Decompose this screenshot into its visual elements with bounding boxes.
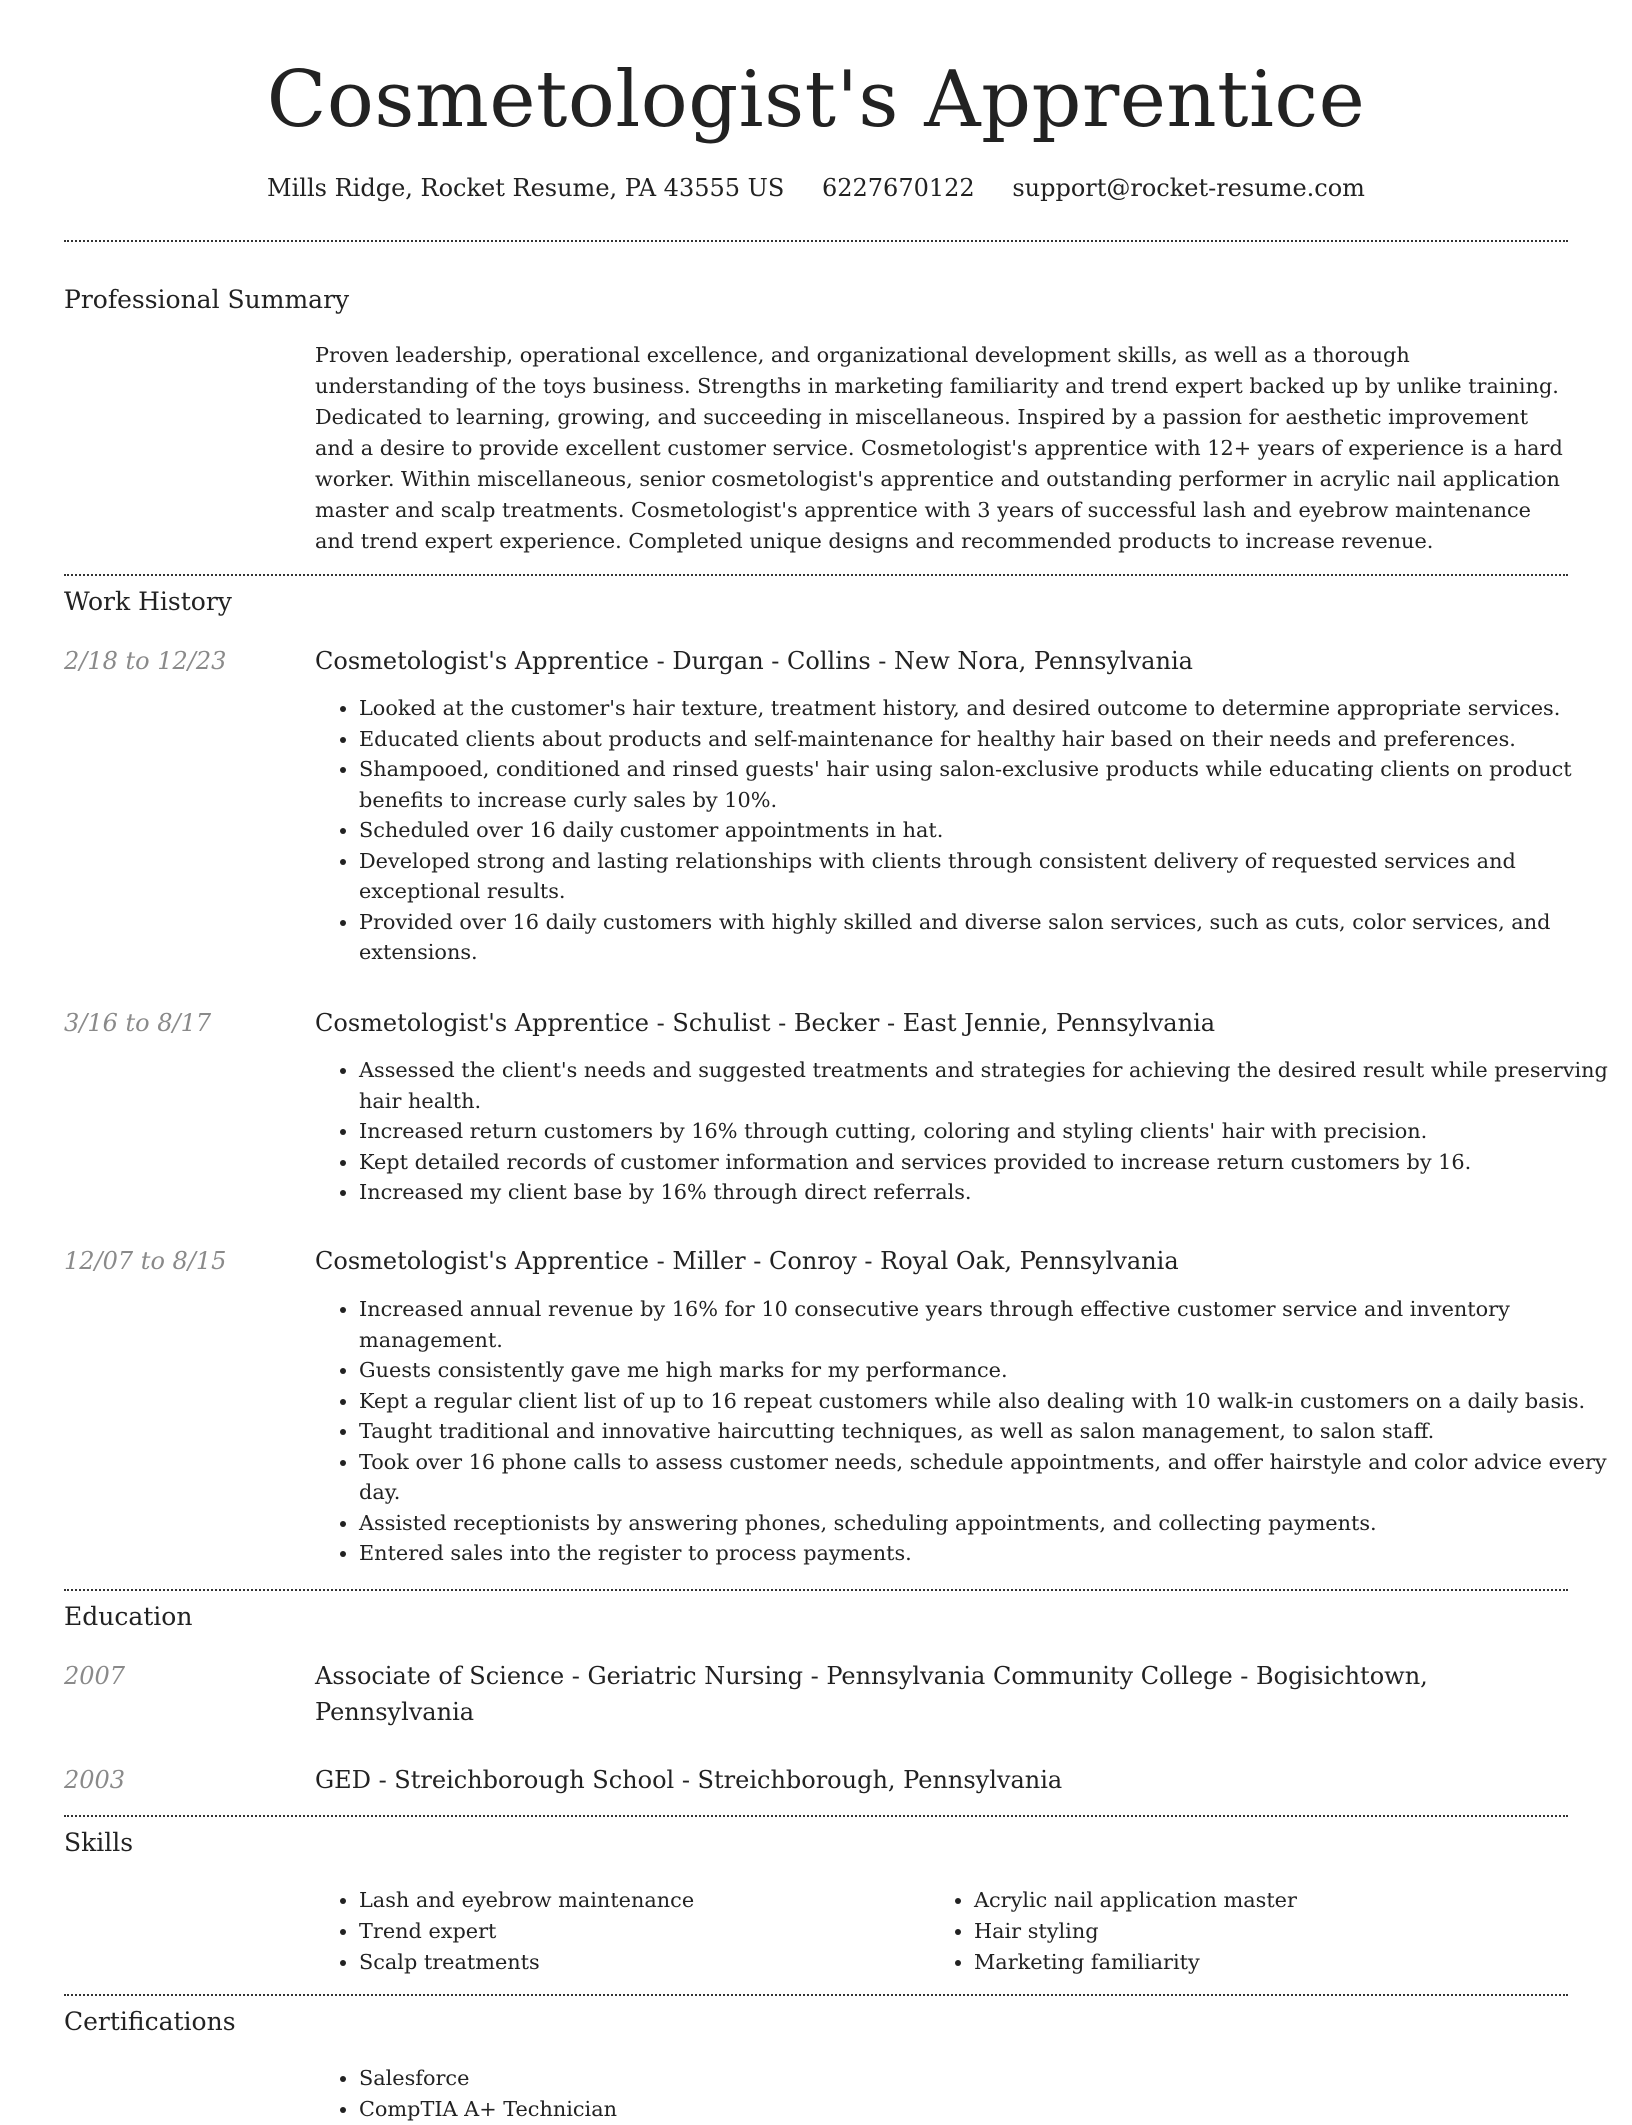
education-year: 2003 [64, 1766, 126, 1794]
job-heading: Cosmetologist's Apprentice - Schulist - Becker - East Jennie, Pennsylvania [315, 1009, 1216, 1037]
education-heading: GED - Streichborough School - Streichborough, Pennsylvania [315, 1766, 1063, 1794]
job-bullet: • Provided over 16 daily customers with highly skilled and diverse salon services, such as cuts, color services, and extensions. [359, 907, 1612, 968]
job-heading: Cosmetologist's Apprentice - Miller - Conroy - Royal Oak, Pennsylvania [315, 1247, 1179, 1275]
section-title-education: Education [64, 1602, 193, 1631]
candidate-name: Cosmetologist's Apprentice [266, 55, 1366, 145]
skills-list-right [930, 1885, 1594, 1978]
divider [64, 574, 1568, 576]
job-bullet: • Shampooed, conditioned and rinsed guests' hair using salon-exclusive products while educating clients on product benefits to increase curly sales by 10%. [359, 754, 1612, 815]
section-title-summary: Professional Summary [64, 285, 350, 314]
skill-item: • Trend expert [359, 1916, 959, 1947]
job-bullets [315, 693, 1612, 968]
job-bullet: • Developed strong and lasting relationships with clients through consistent delivery of requested services and exceptional results. [359, 846, 1612, 907]
contact-line [0, 170, 1632, 206]
job-heading: Cosmetologist's Apprentice - Durgan - Collins - New Nora, Pennsylvania [315, 647, 1193, 675]
job-bullet: • Educated clients about products and self-maintenance for healthy hair based on their needs and preferences. [359, 724, 1612, 755]
skill-item: • Hair styling [974, 1916, 1594, 1947]
job-bullet: • Kept a regular client list of up to 16 repeat customers while also dealing with 10 walk-in customers on a daily basis. [359, 1386, 1612, 1417]
divider [64, 240, 1568, 242]
job-bullet: • Taught traditional and innovative haircutting techniques, as well as salon management, to salon staff. [359, 1416, 1612, 1447]
job-bullet: • Guests consistently gave me high marks for my performance. [359, 1355, 1612, 1386]
skill-item: • Scalp treatments [359, 1947, 959, 1978]
job-bullet: • Entered sales into the register to process payments. [359, 1538, 1612, 1569]
job-dates: 3/16 to 8/17 [64, 1009, 212, 1037]
job-bullet: • Increased return customers by 16% through cutting, coloring and styling clients' hair with precision. [359, 1116, 1612, 1147]
job-dates: 2/18 to 12/23 [64, 647, 227, 675]
certifications-list [315, 2063, 1612, 2125]
job-bullets [315, 1055, 1612, 1208]
certification-item: • Salesforce [359, 2063, 1612, 2094]
divider [64, 1815, 1568, 1817]
section-title-work: Work History [64, 587, 232, 616]
job-bullet: • Assessed the client's needs and suggested treatments and strategies for achieving the desired result while preserving hair health. [359, 1055, 1612, 1116]
job-bullet: • Increased my client base by 16% through direct referrals. [359, 1177, 1612, 1208]
job-dates: 12/07 to 8/15 [64, 1247, 227, 1275]
education-heading: Associate of Science - Geriatric Nursing - Pennsylvania Community College - Bogisichtown, Pennsylvania [315, 1662, 1428, 1726]
contact-address: Mills Ridge, Rocket Resume, PA 43555 US [267, 174, 785, 202]
section-title-skills: Skills [64, 1828, 134, 1857]
job-bullet: • Kept detailed records of customer information and services provided to increase return customers by 16. [359, 1147, 1612, 1178]
skill-item: • Marketing familiarity [974, 1947, 1594, 1978]
divider [64, 1589, 1568, 1591]
certification-item: • CompTIA A+ Technician [359, 2094, 1612, 2125]
job-bullet: • Scheduled over 16 daily customer appointments in hat. [359, 815, 1612, 846]
job-bullet: • Increased annual revenue by 16% for 10 consecutive years through effective customer service and inventory management. [359, 1294, 1612, 1355]
summary-text: Proven leadership, operational excellence, and organizational development skills, as well as a thorough understanding of the toys business. Strengths in marketing familiarity and trend expert backed up by unlike training. Dedicated to learning, growing, and succeeding in miscellaneous. Inspired by a passion for aesthetic improvement and a desire to provide excellent customer service. Cosmetologist's apprentice with 12+ years of experience is a hard worker. Within miscellaneous, senior cosmetologist's apprentice and outstanding performer in acrylic nail application master and scalp treatments. Cosmetologist's apprentice with 3 years of successful lash and eyebrow maintenance and trend expert experience. Completed unique designs and recommended products to increase revenue. [315, 343, 1563, 553]
education-year: 2007 [64, 1662, 126, 1690]
skill-item: • Acrylic nail application master [974, 1885, 1594, 1916]
contact-email: support@rocket-resume.com [1012, 174, 1365, 202]
job-bullets [315, 1294, 1612, 1569]
job-bullet: • Looked at the customer's hair texture, treatment history, and desired outcome to determine appropriate services. [359, 693, 1612, 724]
contact-phone: 6227670122 [821, 174, 975, 202]
job-bullet: • Took over 16 phone calls to assess customer needs, schedule appointments, and offer hairstyle and color advice every day. [359, 1447, 1612, 1508]
job-bullet: • Assisted receptionists by answering phones, scheduling appointments, and collecting payments. [359, 1508, 1612, 1539]
skill-item: • Lash and eyebrow maintenance [359, 1885, 959, 1916]
skills-list-left [315, 1885, 959, 1978]
divider [64, 1994, 1568, 1996]
section-title-certifications: Certifications [64, 2007, 236, 2036]
